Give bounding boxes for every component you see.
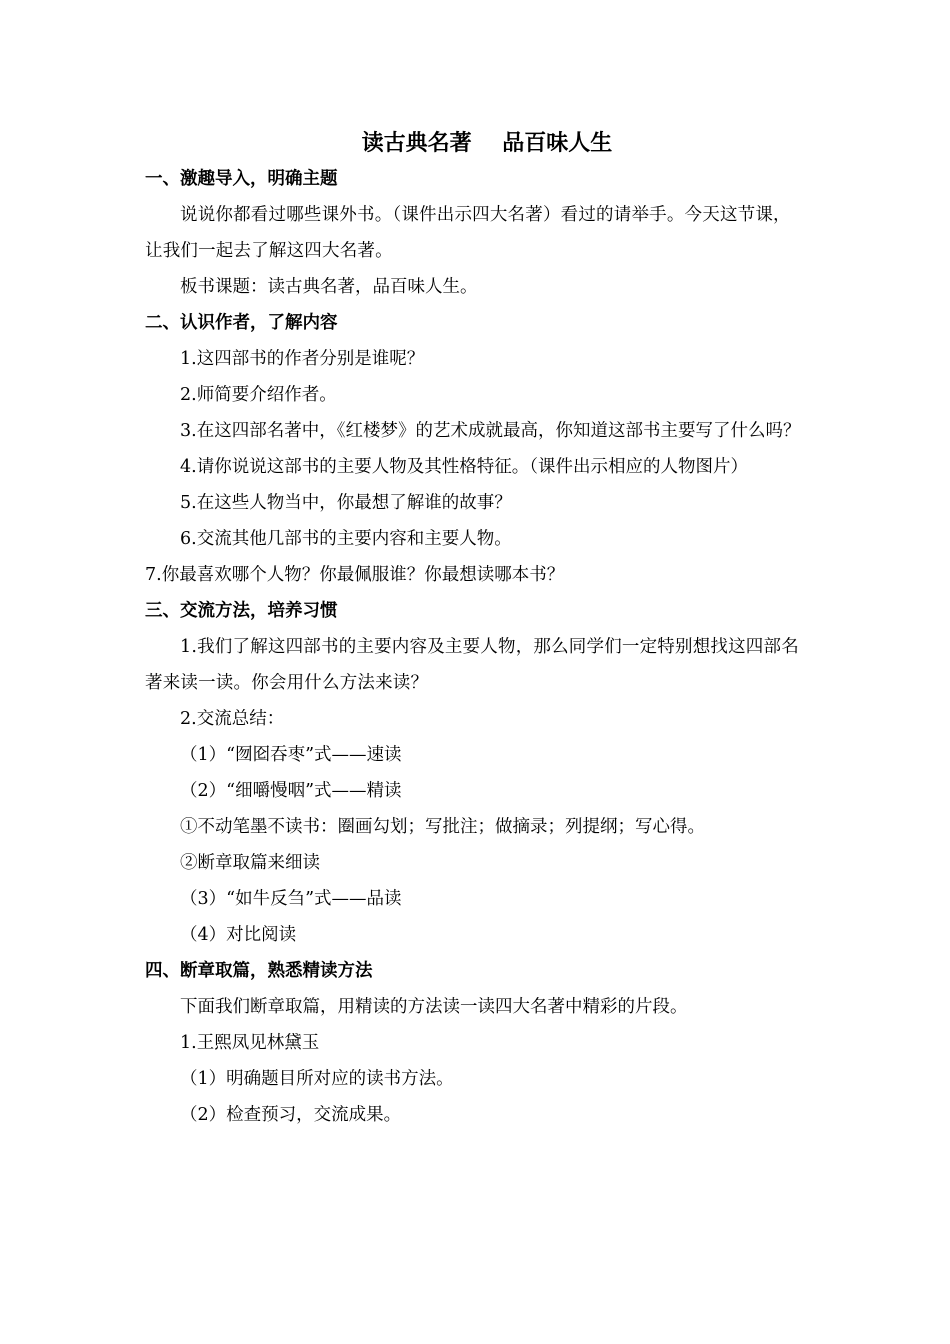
paragraph: 下面我们断章取篇，用精读的方法读一读四大名著中精彩的片段。 (180, 997, 688, 1017)
paragraph: ①不动笔墨不读书：圈画勾划；写批注；做摘录；列提纲；写心得。 (180, 817, 705, 837)
paragraph: （2）检查预习，交流成果。 (180, 1105, 402, 1125)
paragraph: 6.交流其他几部书的主要内容和主要人物。 (180, 529, 512, 549)
paragraph: 7.你最喜欢哪个人物？你最佩服谁？你最想读哪本书？ (145, 565, 565, 585)
paragraph: 4.请你说说这部书的主要人物及其性格特征。（课件出示相应的人物图片） (180, 457, 748, 477)
paragraph: 2.师简要介绍作者。 (180, 385, 337, 405)
paragraph: （4）对比阅读 (180, 925, 297, 945)
section-heading: 一、激趣导入，明确主题 (145, 169, 338, 189)
document-body (145, 125, 807, 1133)
paragraph: 说说你都看过哪些课外书。（课件出示四大名著）看过的请举手。今天这节课，让我们一起去了解这四大名著。 (145, 205, 791, 261)
document-lines (145, 161, 807, 1133)
paragraph: （1）明确题目所对应的读书方法。 (180, 1069, 454, 1089)
paragraph: （3）“如牛反刍”式——品读 (180, 889, 402, 909)
paragraph: 1.这四部书的作者分别是谁呢？ (180, 349, 425, 369)
paragraph: 板书课题：读古典名著，品百味人生。 (180, 277, 478, 297)
paragraph: （1）“囫囵吞枣”式——速读 (180, 745, 402, 765)
section-heading: 四、断章取篇，熟悉精读方法 (145, 961, 373, 981)
paragraph: 3.在这四部名著中，《红楼梦》的艺术成就最高，你知道这部书主要写了什么吗？ (180, 421, 801, 441)
paragraph: 1.王熙凤见林黛玉 (180, 1033, 320, 1053)
paragraph: ②断章取篇来细读 (180, 853, 320, 873)
paragraph: （2）“细嚼慢咽”式——精读 (180, 781, 402, 801)
paragraph: 1.我们了解这四部书的主要内容及主要人物，那么同学们一定特别想找这四部名著来读一读。你会用什么方法来读？ (145, 637, 799, 693)
paragraph: 2.交流总结： (180, 709, 285, 729)
section-heading: 二、认识作者，了解内容 (145, 313, 338, 333)
paragraph: 5.在这些人物当中，你最想了解谁的故事？ (180, 493, 512, 513)
document-title: 读古典名著 品百味人生 (361, 130, 613, 156)
section-heading: 三、交流方法，培养习惯 (145, 601, 338, 621)
